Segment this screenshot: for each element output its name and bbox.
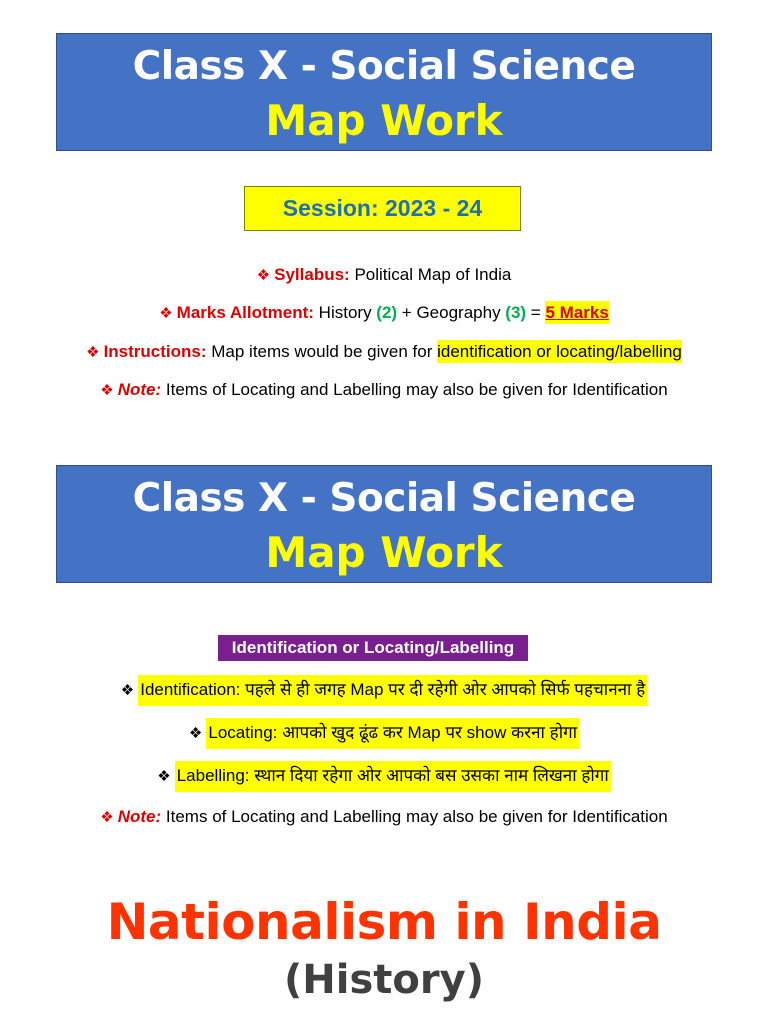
marks-history: History (313, 303, 377, 322)
note-text: Items of Locating and Labelling may also be given for Identification (161, 380, 668, 399)
chapter-subtitle: (History) (284, 957, 484, 1003)
diamond-bullet-icon: ❖ (120, 682, 135, 699)
diamond-bullet-icon: ❖ (256, 267, 271, 284)
session-label: Session: 2023 - 24 (244, 186, 521, 231)
instructions-highlight: identification or locating/labelling (437, 342, 682, 361)
marks-geography-number: (3) (505, 303, 527, 322)
note-label: Note: (117, 380, 162, 399)
instructions-label: Instructions: (103, 342, 207, 361)
syllabus-line (0, 263, 768, 288)
identification-tag: Identification or Locating/Labelling (218, 635, 528, 661)
header-banner (56, 33, 712, 151)
note-line (0, 805, 768, 830)
syllabus-text: Political Map of India (349, 265, 512, 284)
marks-equals: = (526, 303, 546, 322)
marks-label: Marks Allotment: (176, 303, 314, 322)
instructions-line (0, 340, 768, 365)
marks-history-number: (2) (376, 303, 398, 322)
identification-line (0, 675, 768, 706)
diamond-bullet-icon: ❖ (86, 344, 100, 361)
locating-line (0, 718, 768, 749)
header-banner (56, 465, 712, 583)
chapter-title: Nationalism in India (106, 893, 662, 951)
identification-text: Identification: पहले से ही जगह Map पर दी रहेगी ओर आपको सिर्फ पहचानना है (138, 675, 647, 706)
note-label: Note: (117, 807, 162, 826)
labelling-line (0, 761, 768, 792)
banner-title: Class X - Social Science (132, 476, 636, 521)
banner-title: Class X - Social Science (132, 44, 636, 89)
locating-text: Locating: आपको खुद ढूंढ कर Map पर show करना होगा (206, 718, 579, 749)
diamond-bullet-icon: ❖ (159, 305, 173, 322)
marks-plus-geography: + Geography (397, 303, 506, 322)
syllabus-label: Syllabus: (274, 265, 350, 284)
diamond-bullet-icon: ❖ (188, 725, 203, 742)
labelling-text: Labelling: स्थान दिया रहेगा ओर आपको बस उसका नाम लिखना होगा (175, 761, 611, 792)
instructions-text: Map items would be given for (206, 342, 438, 361)
banner-subtitle: Map Work (265, 96, 503, 145)
note-line (0, 378, 768, 403)
diamond-bullet-icon: ❖ (157, 768, 171, 785)
note-text: Items of Locating and Labelling may also be given for Identification (161, 807, 668, 826)
banner-subtitle: Map Work (265, 528, 503, 577)
marks-line (0, 301, 768, 326)
diamond-bullet-icon: ❖ (100, 809, 114, 826)
marks-total: 5 Marks (545, 303, 609, 322)
diamond-bullet-icon: ❖ (100, 382, 114, 399)
